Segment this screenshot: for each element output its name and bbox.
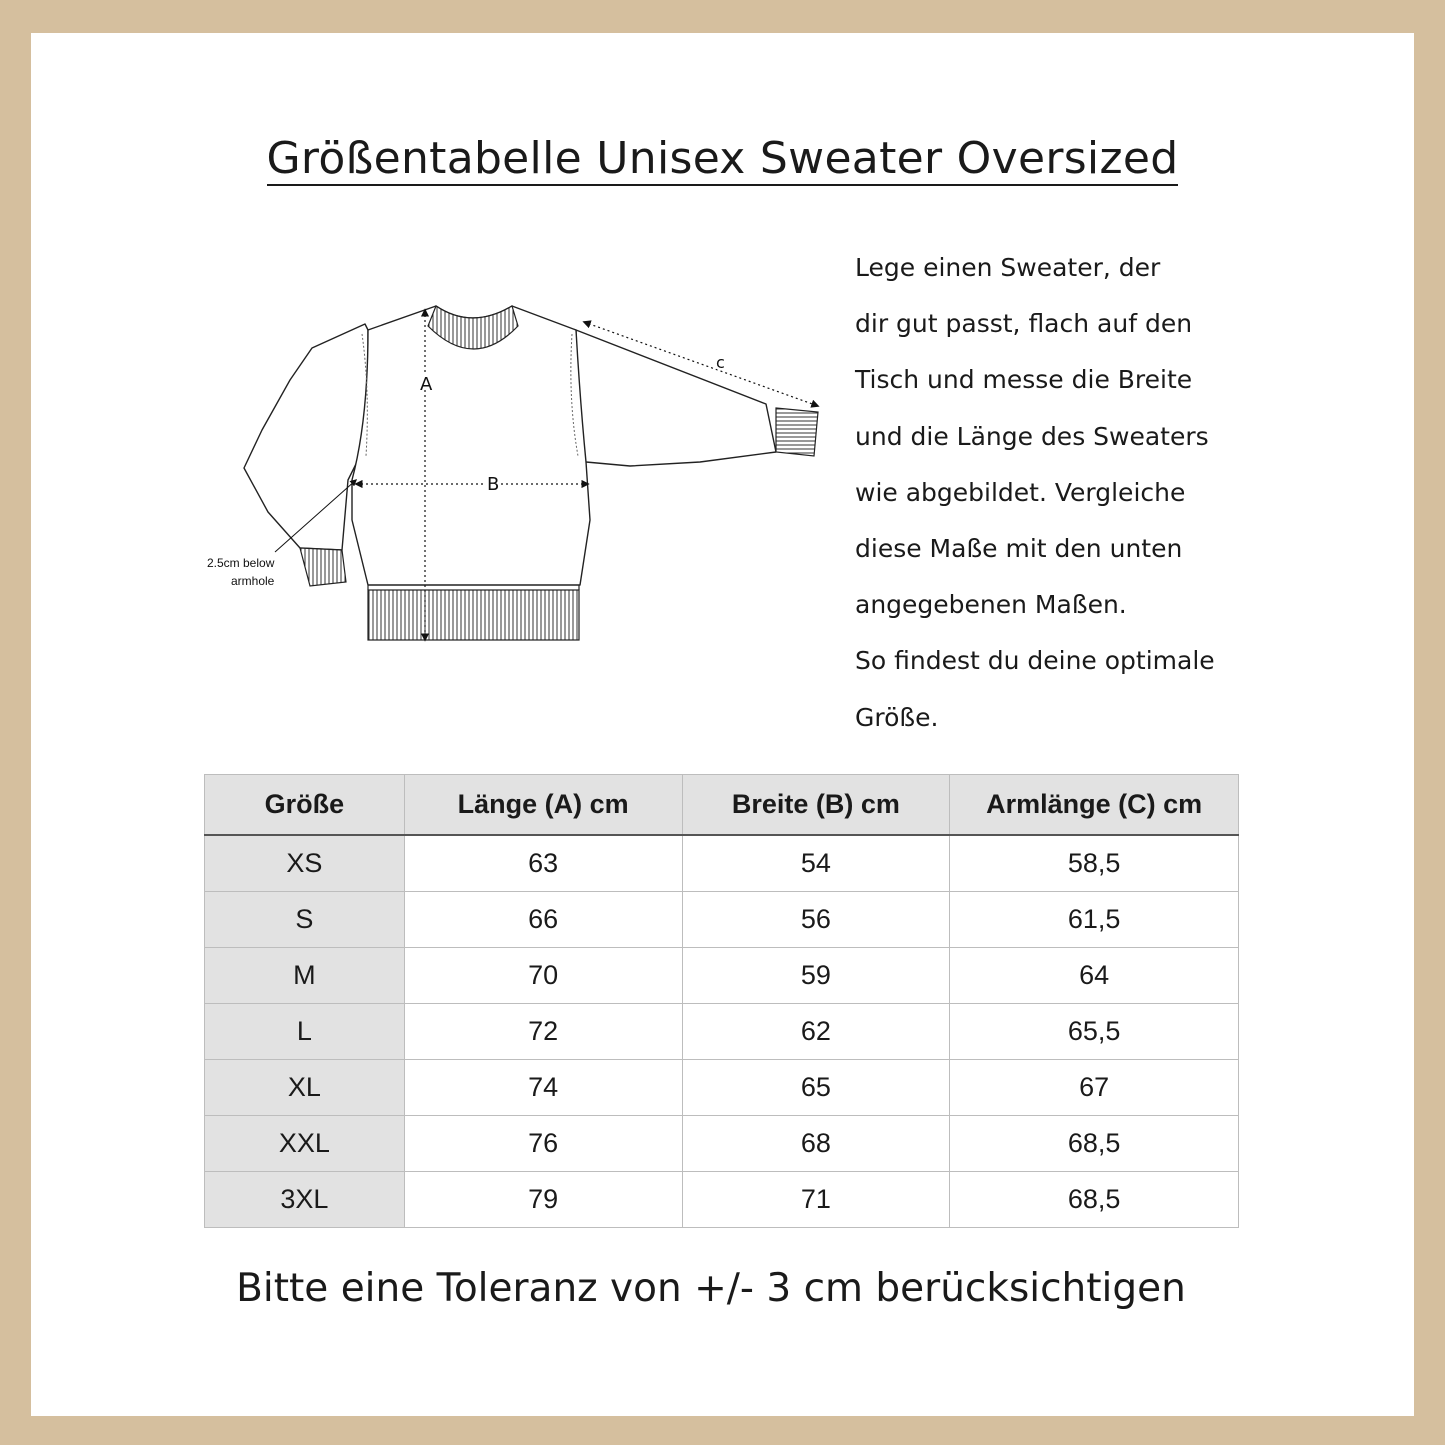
size-cell: S — [205, 892, 405, 948]
table-row — [205, 892, 1239, 948]
left-cuff — [300, 548, 346, 586]
instruction-line: So findest du deine optimale — [855, 646, 1215, 676]
table-row — [205, 1116, 1239, 1172]
size-cell: XL — [205, 1060, 405, 1116]
length-cell: 76 — [404, 1116, 682, 1172]
instruction-line: dir gut passt, flach auf den — [855, 309, 1193, 339]
size-cell: XS — [205, 835, 405, 892]
arm-length-cell: 65,5 — [950, 1004, 1239, 1060]
instruction-line: angegebenen Maßen. — [855, 590, 1127, 620]
instruction-line: Tisch und messe die Breite — [855, 365, 1193, 395]
size-cell: L — [205, 1004, 405, 1060]
instruction-line: diese Maße mit den unten — [855, 534, 1183, 564]
table-header-row — [205, 775, 1239, 836]
arm-length-cell: 58,5 — [950, 835, 1239, 892]
instructions-text — [855, 240, 1275, 746]
length-cell: 74 — [404, 1060, 682, 1116]
sweater-diagram — [195, 290, 835, 660]
length-cell: 66 — [404, 892, 682, 948]
size-cell: 3XL — [205, 1172, 405, 1228]
header-arm-length: Armlänge (C) cm — [950, 775, 1239, 836]
size-cell: M — [205, 948, 405, 1004]
length-cell: 70 — [404, 948, 682, 1004]
length-cell: 63 — [404, 835, 682, 892]
length-cell: 72 — [404, 1004, 682, 1060]
arm-length-cell: 64 — [950, 948, 1239, 1004]
arm-length-cell: 68,5 — [950, 1172, 1239, 1228]
instruction-line: wie abgebildet. Vergleiche — [855, 477, 1186, 507]
armhole-note-line2: armhole — [231, 574, 275, 588]
hem-ribbing — [368, 590, 579, 640]
label-c: c — [716, 353, 725, 372]
label-b: B — [487, 474, 500, 495]
width-cell: 65 — [682, 1060, 950, 1116]
header-size: Größe — [205, 775, 405, 836]
instruction-line: Lege einen Sweater, der — [855, 253, 1161, 282]
width-cell: 62 — [682, 1004, 950, 1060]
table-row — [205, 948, 1239, 1004]
tolerance-note: Bitte eine Toleranz von +/- 3 cm berücksichtigen — [236, 1266, 1186, 1311]
header-width: Breite (B) cm — [682, 775, 950, 836]
table-row — [205, 1172, 1239, 1228]
width-cell: 54 — [682, 835, 950, 892]
width-cell: 56 — [682, 892, 950, 948]
length-cell: 79 — [404, 1172, 682, 1228]
left-sleeve — [244, 324, 368, 550]
width-cell: 59 — [682, 948, 950, 1004]
size-table — [204, 774, 1239, 1228]
header-length: Länge (A) cm — [404, 775, 682, 836]
label-a: A — [420, 374, 433, 395]
width-cell: 68 — [682, 1116, 950, 1172]
arm-length-cell: 68,5 — [950, 1116, 1239, 1172]
table-row — [205, 1004, 1239, 1060]
armhole-note-line1: 2.5cm below — [207, 556, 275, 570]
instruction-line: Größe. — [855, 702, 939, 732]
table-row — [205, 835, 1239, 892]
size-cell: XXL — [205, 1116, 405, 1172]
right-cuff — [776, 408, 818, 456]
arm-length-cell: 67 — [950, 1060, 1239, 1116]
width-cell: 71 — [682, 1172, 950, 1228]
page-title: Größentabelle Unisex Sweater Oversized — [266, 133, 1179, 184]
table-row — [205, 1060, 1239, 1116]
arm-length-cell: 61,5 — [950, 892, 1239, 948]
instruction-line: und die Länge des Sweaters — [855, 421, 1209, 451]
